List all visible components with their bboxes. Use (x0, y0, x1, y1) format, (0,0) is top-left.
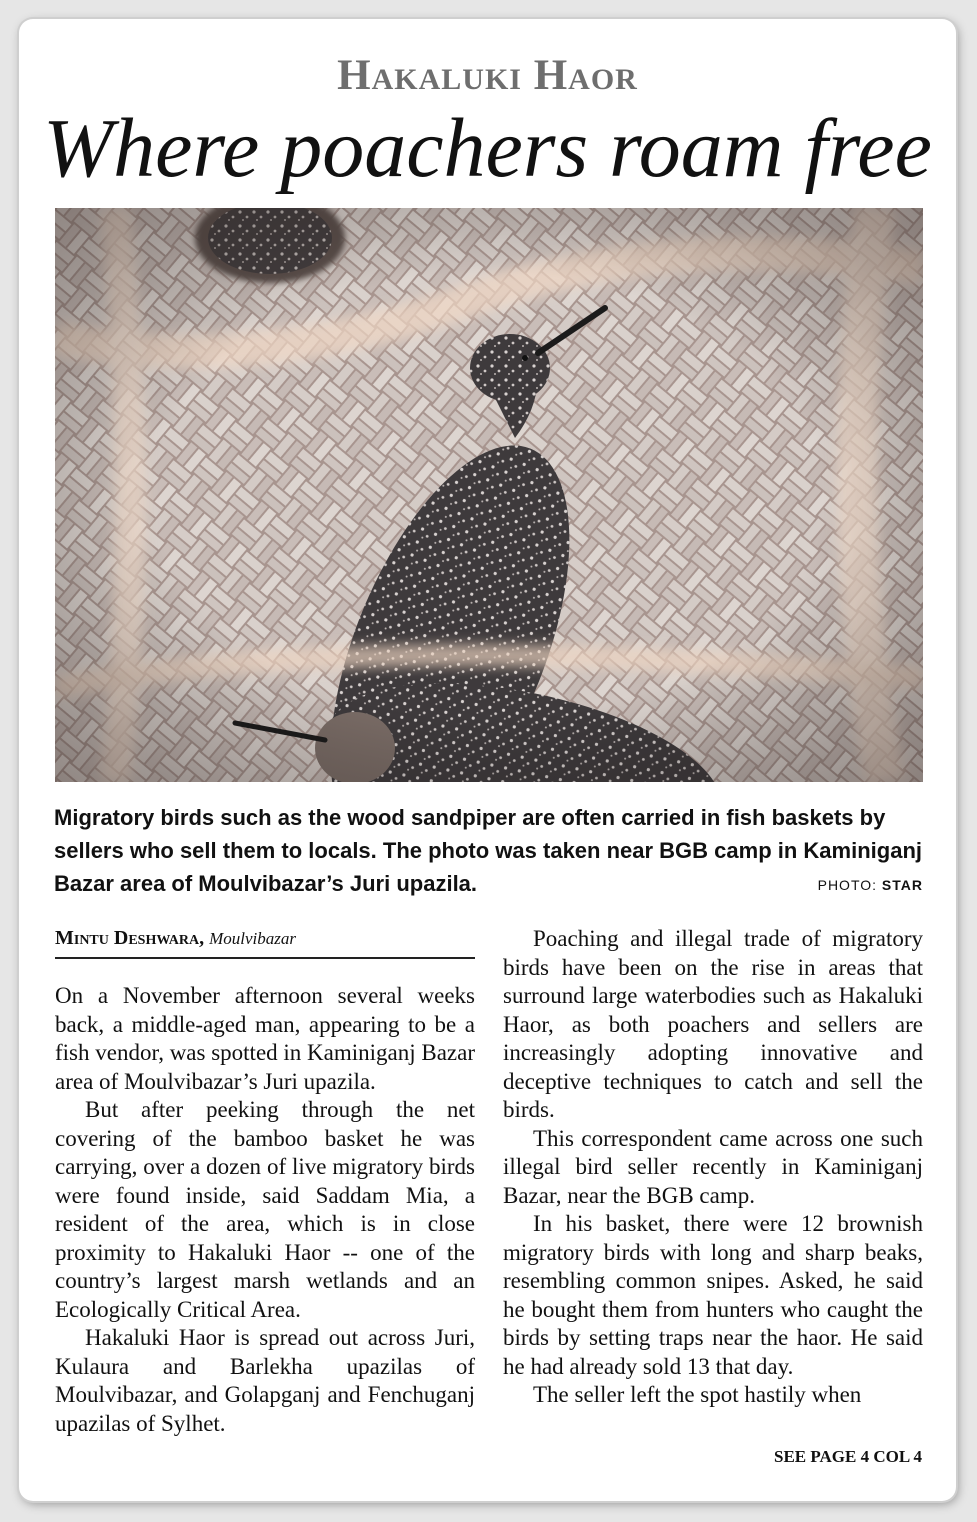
continuation-note: SEE PAGE 4 COL 4 (774, 1447, 922, 1466)
photo-caption: Migratory birds such as the wood sandpiper are often carried in fish baskets by sellers who sell them to locals. The photo was taken near BGB camp in Kaminiganj Bazar area of Moulvibazar’s Juri upazila. (54, 805, 922, 896)
article-photo (55, 208, 923, 782)
section-kicker: Hakaluki Haor (337, 52, 638, 99)
newspaper-clipping (19, 19, 956, 1501)
article-column-2 (503, 925, 923, 1410)
photo-credit: PHOTO: STAR (817, 877, 923, 893)
paragraph: On a November afternoon several weeks back, a middle-aged man, appearing to be a fish vendor, was spotted in Kaminiganj Bazar area of Moulvibazar’s Juri upazila. (55, 983, 476, 1094)
headline: Where poachers roam free (43, 102, 932, 195)
article-column-1 (55, 982, 475, 1438)
paragraph: Poaching and illegal trade of migratory birds have been on the rise in areas that surround large waterbodies such as Hakaluki Haor, as both poachers and sellers are increasingly adopting innovative and deceptive techniques to catch and sell the birds. (503, 926, 923, 1122)
paragraph: In his basket, there were 12 brownish migratory birds with long and sharp beaks, resembling common snipes. Asked, he said he bought them from hunters who caught the birds by setting traps near the haor. He said he had already sold 13 that day. (503, 1211, 923, 1379)
byline (55, 927, 475, 959)
paragraph: The seller left the spot hastily when (533, 1382, 862, 1407)
paragraph: But after peeking through the net covering of the bamboo basket he was carrying, over a dozen of live migratory birds were found inside, said Saddam Mia, a resident of the area, which is in close proximity to Hakaluki Haor -- one of the country’s largest marsh wetlands and an Ecologically Critical Area. (55, 1097, 475, 1322)
paragraph: This correspondent came across one such illegal bird seller recently in Kaminiganj Bazar, near the BGB camp. (503, 1125, 923, 1208)
author-name: Mintu Deshwara, (55, 927, 205, 949)
paragraph: Hakaluki Haor is spread out across Juri, Kulaura and Barlekha upazilas of Moulvibazar, and Golapganj and Fenchuganj upazilas of Sylhet. (55, 1325, 475, 1436)
author-location: Moulvibazar (209, 929, 297, 948)
sandpiper-basket-photo (55, 208, 923, 782)
